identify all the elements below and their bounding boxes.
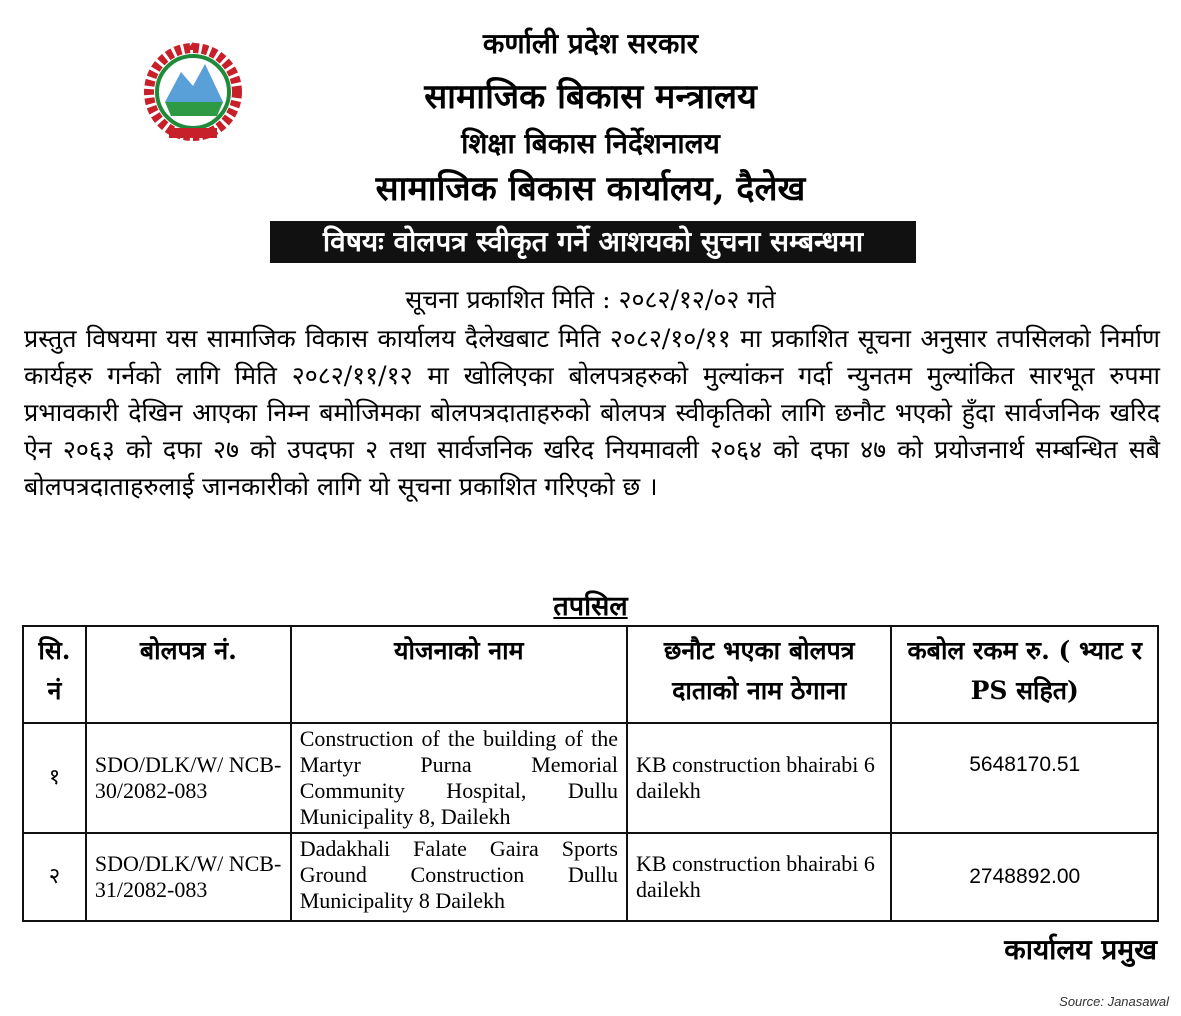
cell-project: Construction of the building of the Martyr Purna Memorial Community Hospital, Dullu Municipality 8, Dailekh bbox=[291, 723, 627, 833]
cell-sn: १ bbox=[23, 723, 86, 833]
bid-table bbox=[22, 625, 1159, 922]
cell-bid-no: SDO/DLK/W/ NCB-31/2082-083 bbox=[86, 833, 291, 921]
cell-bid-no: SDO/DLK/W/ NCB-30/2082-083 bbox=[86, 723, 291, 833]
signature-office-chief: कार्यालय प्रमुख bbox=[1004, 933, 1157, 966]
col-sn: सि. नं bbox=[23, 626, 86, 723]
header-office: सामाजिक बिकास कार्यालय, दैलेख bbox=[375, 169, 806, 209]
cell-bidder: KB construction bhairabi 6 dailekh bbox=[627, 723, 892, 833]
col-bidder: छनौट भएका बोलपत्र दाताको नाम ठेगाना bbox=[627, 626, 892, 723]
col-bid-no: बोलपत्र नं. bbox=[86, 626, 291, 723]
header-ministry: सामाजिक बिकास मन्त्रालय bbox=[424, 77, 757, 117]
cell-amount: 5648170.51 bbox=[891, 723, 1158, 833]
col-project: योजनाको नाम bbox=[291, 626, 627, 723]
table-row bbox=[23, 723, 1158, 833]
tapsil-heading: तपसिल bbox=[553, 591, 628, 622]
subject-banner: विषयः वोलपत्र स्वीकृत गर्ने आशयको सुचना सम्बन्धमा bbox=[270, 221, 916, 263]
table-header-row bbox=[23, 626, 1158, 723]
source-credit: Source: Janasawal bbox=[1059, 994, 1169, 1009]
table-row bbox=[23, 833, 1158, 921]
header-directorate: शिक्षा बिकास निर्देशनालय bbox=[461, 127, 720, 160]
cell-sn: २ bbox=[23, 833, 86, 921]
cell-project: Dadakhali Falate Gaira Sports Ground Construction Dullu Municipality 8 Dailekh bbox=[291, 833, 627, 921]
publish-date: सूचना प्रकाशित मिति : २०८२/१२/०२ गते bbox=[405, 285, 776, 314]
header-province: कर्णाली प्रदेश सरकार bbox=[482, 27, 699, 60]
col-amount: कबोल रकम रु. ( भ्याट र PS सहित) bbox=[891, 626, 1158, 723]
cell-amount: 2748892.00 bbox=[891, 833, 1158, 921]
cell-bidder: KB construction bhairabi 6 dailekh bbox=[627, 833, 892, 921]
notice-body: प्रस्तुत विषयमा यस सामाजिक विकास कार्यालय दैलेखबाट मिति २०८२/१०/११ मा प्रकाशित सूचना अनुसार तपसिलको निर्माण कार्यहरु गर्नको लागि मिति २०८२/११/१२ मा खोलिएका बोलपत्रहरुको मुल्यांकन गर्दा न्युनतम मुल्यांकित सारभूत रुपमा प्रभावकारी देखिन आएका निम्न बमोजिमका बोलपत्रदाताहरुको बोलपत्र स्वीकृतिको लागि छनौट भएको हुँदा सार्वजनिक खरिद ऐन २०६३ को दफा २७ को उपदफा २ तथा सार्वजनिक खरिद नियमावली २०६४ को दफा ४७ को प्रयोजनार्थ सम्बन्धित सबै बोलपत्रदाताहरुलाई जानकारीको लागि यो सूचना प्रकाशित गरिएको छ । bbox=[24, 324, 1160, 501]
